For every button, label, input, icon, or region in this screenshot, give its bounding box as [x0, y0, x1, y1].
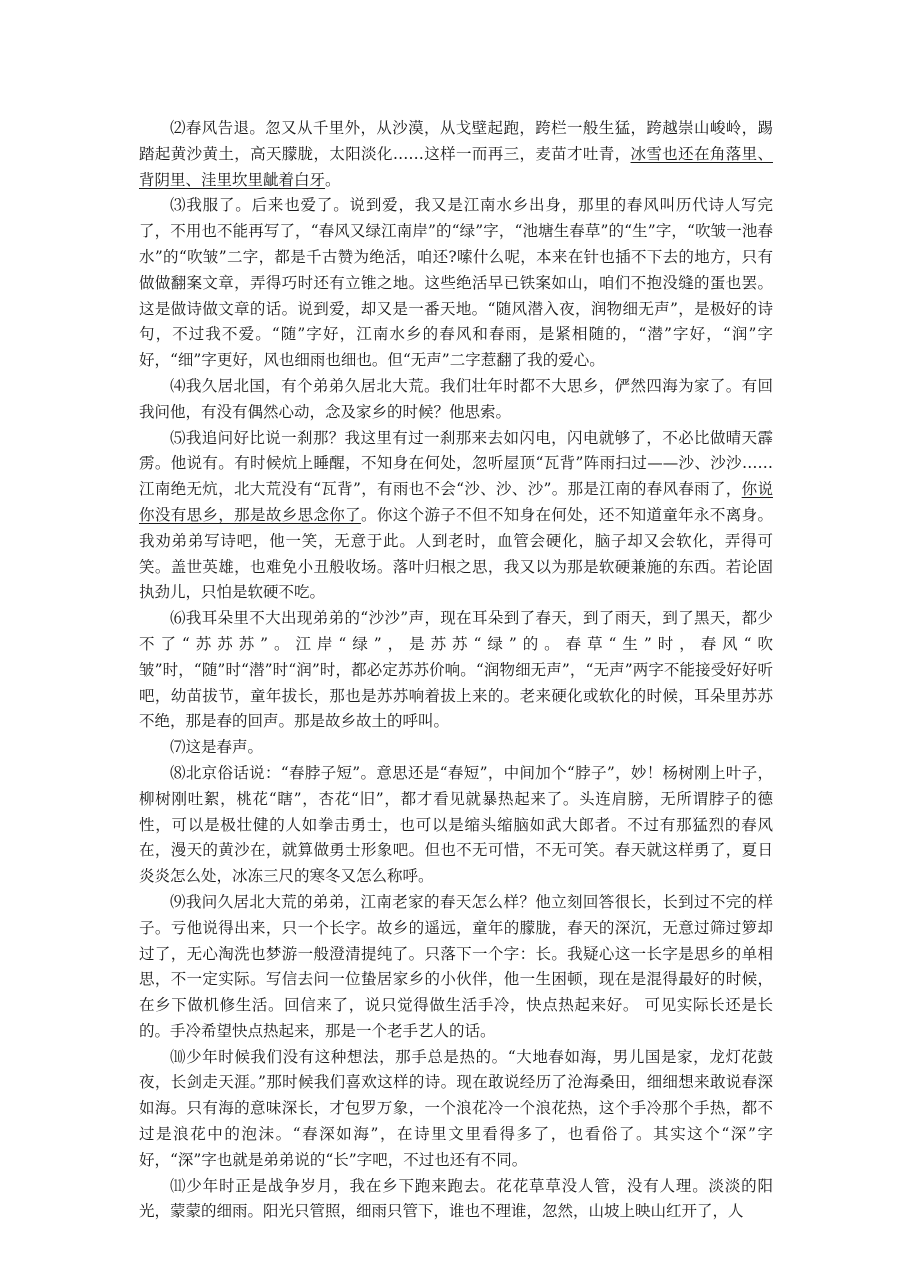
paragraph-10-text: ⑽少年时候我们没有这种想法，那手总是热的。“大地春如海，男儿国是家，龙灯花鼓夜，长剑走天涯。”那时候我们喜欢这样的诗。现在敢说经历了沧海桑田，细细想来敢说春深如海。只有海的意味深长，才包罗万象，一个浪花冷一个浪花热，这个手冷那个手热，都不过是浪花中的泡沫。“春深如海”，在诗里文里看得多了，也看俗了。其实这个“深”字好，“深”字也就是弟弟说的“长”字吧，不过也还有不同。 [139, 1047, 773, 1169]
paragraph-9-text: ⑼我问久居北大荒的弟弟，江南老家的春天怎么样？他立刻回答很长，长到过不完的样子。亏他说得出来，只一个长字。故乡的遥远，童年的朦胧，春天的深沉，无意过筛过箩却过了，无心淘洗也梦游一般澄清提纯了。只落下一个字：长。我疑心这一长字是思乡的单相思，不一定实际。写信去问一位蛰居家乡的小伙伴，他一生困顿，现在是混得最好的时候，在乡下做机修生活。回信来了，说只觉得做生活手冷，快点热起来好。 可见实际长还是长的。手冷希望快点热起来，那是一个老手艺人的话。 [139, 892, 773, 1040]
paragraph-9 [139, 890, 773, 1045]
paragraph-7-text: ⑺这是春声。 [170, 738, 264, 757]
paragraph-8 [139, 761, 773, 890]
article-body [139, 116, 773, 1225]
paragraph-11 [139, 1174, 773, 1226]
paragraph-4 [139, 374, 773, 426]
paragraph-2 [139, 116, 773, 193]
paragraph-6-text: ⑹我耳朵里不大出现弟弟的“沙沙”声，现在耳朵到了春天，到了雨天，到了黑天，都少不了“苏苏苏”。江岸“绿”，是苏苏“绿”的。春草“生”时，春风“吹皱”时，“随”时“潜”时“润”时，都必定苏苏价响。“润物细无声”，“无声”两字不能接受好好听吧，幼苗拔节，童年拔长，那也是苏苏响着拔上来的。老来硬化或软化的时候，耳朵里苏苏不绝，那是春的回声。那是故乡故土的呼叫。 [139, 609, 773, 731]
paragraph-3-text: ⑶我服了。后来也爱了。说到爱，我又是江南水乡出身，那里的春风叫历代诗人写完了，不用也不能再写了，“春风又绿江南岸”的“绿”字，“池塘生春草”的“生”字，“吹皱一池春水”的“吹皱”二字，都是千古赞为绝活，咱还?嗦什么呢，本来在针也插不下去的地方，只有做做翻案文章，弄得巧时还有立锥之地。这些绝活早已铁案如山，咱们不抱没缝的蛋也罢。这是做诗做文章的话。说到爱，却又是一番天地。“随风潜入夜，润物细无声”，是极好的诗句，不过我不爱。“随”字好，江南水乡的春风和春雨，是紧相随的，“潜”字好，“润”字好，“细”字更好，风也细雨也细也。但“无声”二字惹翻了我的爱心。 [139, 196, 773, 370]
paragraph-4-text: ⑷我久居北国，有个弟弟久居北大荒。我们壮年时都不大思乡，俨然四海为家了。有回我问他，有没有偶然心动，念及家乡的时候？他思索。 [139, 376, 773, 421]
paragraph-2-underlined-text: 冰雪也还在角落里、背阴里、洼里坎里龇着白牙 [139, 144, 773, 189]
paragraph-5-text-end: 。你这个游子不但不知身在何处，还不知道童年永不离身。我劝弟弟写诗吧，他一笑，无意于此。人到老时，血管会硬化，脑子却又会软化，弄得可笑。盖世英雄，也难免小丑般收场。落叶归根之思，我又以为那是软硬兼施的东西。若论固执劲儿，只怕是软硬不吃。 [139, 505, 773, 602]
paragraph-11-text: ⑾少年时正是战争岁月，我在乡下跑来跑去。花花草草没人管，没有人理。淡淡的阳光，蒙蒙的细雨。阳光只管照，细雨只管下，谁也不理谁，忽然，山坡上映山红开了，人 [139, 1176, 773, 1221]
paragraph-10 [139, 1045, 773, 1174]
paragraph-3 [139, 193, 773, 374]
paragraph-5 [139, 426, 773, 607]
paragraph-6 [139, 606, 773, 735]
paragraph-7 [139, 735, 773, 761]
paragraph-5-underlined-text: 你说你没有思乡，那是故乡思念你了 [139, 480, 773, 524]
paragraph-8-text: ⑻北京俗话说：“春脖子短”。意思还是“春短”，中间加个“脖子”，妙！杨树刚上叶子，柳树刚吐絮，桃花“瞎”，杏花“旧”，都才看见就暴热起来了。头连肩膀，无所谓脖子的德性，可以是极壮健的人如拳击勇士，也可以是缩头缩脑如武大郎者。不过有那猛烈的春风在，漫天的黄沙在，就算做勇士形象吧。但也不无可惜，不无可笑。春天就这样勇了，夏日炎炎怎么处，冰冻三尺的寒冬又怎么称呼。 [139, 763, 773, 886]
paragraph-5-text: ⑸我追问好比说一刹那？我这里有过一刹那来去如闪电，闪电就够了，不必比做晴天霹雳。他说有。有时候炕上睡醒，不知身在何处，忽听屋顶“瓦背”阵雨扫过——沙、沙沙……江南绝无炕，北大荒没有“瓦背”，有雨也不会“沙、沙、沙”。那是江南的春风春雨了， [139, 428, 773, 499]
paragraph-2-text-end: 。 [325, 170, 341, 189]
paragraph-2-text: ⑵春风告退。忽又从千里外，从沙漠，从戈壁起跑，跨栏一般生猛，跨越崇山峻岭，踢踏起黄沙黄土，高天朦胧，太阳淡化……这样一而再三，麦苗才吐青， [139, 119, 773, 163]
